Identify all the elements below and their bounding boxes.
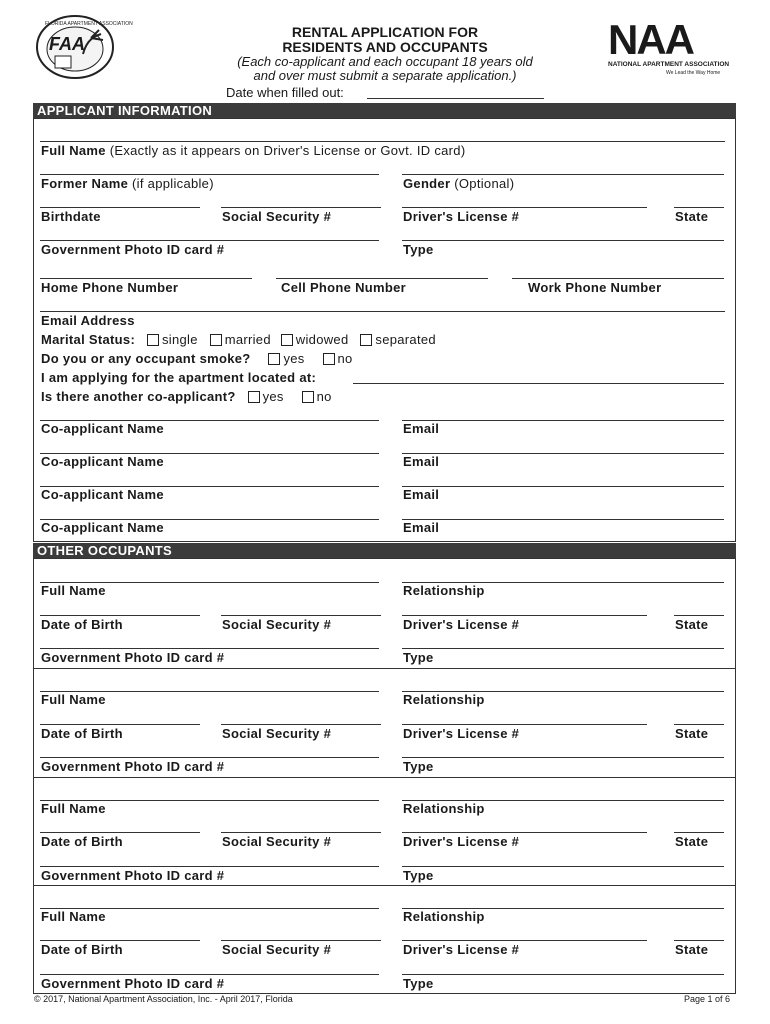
widowed-option: widowed (295, 332, 349, 347)
occ3-dob-label: Date of Birth (41, 834, 123, 849)
ssn-line[interactable] (221, 207, 381, 208)
married-option: married (224, 332, 271, 347)
gov-id-label: Government Photo ID card # (41, 242, 225, 257)
smoke-question: Do you or any occupant smoke? (41, 351, 251, 366)
occ3-state-line[interactable] (674, 832, 724, 833)
occ4-ssn-label: Social Security # (222, 942, 332, 957)
title-line-1: RENTAL APPLICATION FOR (291, 24, 479, 40)
coapp-no-checkbox[interactable] (302, 391, 314, 403)
separated-checkbox[interactable] (360, 334, 372, 346)
occ2-ssn-line[interactable] (221, 724, 381, 725)
smoke-no-label: no (337, 351, 353, 366)
type-line[interactable] (402, 240, 724, 241)
occ3-dob-line[interactable] (40, 832, 200, 833)
occ1-relationship-label: Relationship (403, 583, 485, 598)
occ1-gov-id-label: Government Photo ID card # (41, 650, 225, 665)
coapp-yes-label: yes (262, 389, 284, 404)
birthdate-label: Birthdate (41, 209, 101, 224)
occ3-full-name-label: Full Name (41, 801, 106, 816)
marital-status-row (41, 332, 436, 347)
home-phone-label: Home Phone Number (41, 280, 179, 295)
occ1-full-name-label: Full Name (41, 583, 106, 598)
applicant-section-header: APPLICANT INFORMATION (33, 103, 736, 118)
page-number: Page 1 of 6 (684, 994, 731, 1004)
coapp-question-row (41, 389, 332, 404)
cell-phone-line[interactable] (276, 278, 488, 279)
title-line-2: RESIDENTS AND OCCUPANTS (282, 39, 488, 55)
single-option: single (162, 332, 198, 347)
coapp-name-label-2: Co-applicant Name (41, 454, 164, 469)
occ3-gov-id-line[interactable] (40, 866, 379, 867)
occ3-ssn-line[interactable] (221, 832, 381, 833)
occ4-type-line[interactable] (402, 974, 724, 975)
widowed-checkbox[interactable] (281, 334, 293, 346)
occ1-ssn-label: Social Security # (222, 617, 332, 632)
naa-logo (606, 16, 731, 78)
occ2-state-label: State (675, 726, 709, 741)
coapp-name-label-1: Co-applicant Name (41, 421, 164, 436)
marital-status-label: Marital Status: (41, 332, 136, 347)
occ2-dob-line[interactable] (40, 724, 200, 725)
occ3-gov-id-label: Government Photo ID card # (41, 868, 225, 883)
occupant-separator-3 (33, 885, 736, 886)
occ2-dob-label: Date of Birth (41, 726, 123, 741)
coapp-email-line-3[interactable] (402, 486, 724, 487)
occ4-dl-line[interactable] (402, 940, 647, 941)
occ1-dob-label: Date of Birth (41, 617, 123, 632)
occ2-dl-label: Driver's License # (403, 726, 520, 741)
coapp-name-label-3: Co-applicant Name (41, 487, 164, 502)
occ3-state-label: State (675, 834, 709, 849)
occ1-ssn-line[interactable] (221, 615, 381, 616)
faa-logo (35, 14, 133, 80)
single-checkbox[interactable] (147, 334, 159, 346)
occ2-gov-id-label: Government Photo ID card # (41, 759, 225, 774)
occ2-dl-line[interactable] (402, 724, 647, 725)
occ3-dl-label: Driver's License # (403, 834, 520, 849)
occ2-gov-id-line[interactable] (40, 757, 379, 758)
smoke-no-checkbox[interactable] (323, 353, 335, 365)
full-name-label: Full Name (Exactly as it appears on Driver's License or Govt. ID card) (41, 143, 466, 158)
married-checkbox[interactable] (210, 334, 222, 346)
occ2-type-label: Type (403, 759, 434, 774)
coapp-email-label-3: Email (403, 487, 440, 502)
drivers-license-label: Driver's License # (403, 209, 520, 224)
coapp-no-label: no (316, 389, 332, 404)
occ4-state-line[interactable] (674, 940, 724, 941)
occ1-dl-label: Driver's License # (403, 617, 520, 632)
occupants-section-header: OTHER OCCUPANTS (33, 543, 736, 558)
state-label: State (675, 209, 709, 224)
occ4-dob-label: Date of Birth (41, 942, 123, 957)
apartment-label: I am applying for the apartment located at: (41, 370, 317, 385)
occ1-state-line[interactable] (674, 615, 724, 616)
occ1-type-label: Type (403, 650, 434, 665)
coapp-email-label-4: Email (403, 520, 440, 535)
date-filled-line[interactable] (367, 98, 544, 99)
subtitle-line-1: (Each co-applicant and each occupant 18 years old (237, 54, 533, 69)
occ4-state-label: State (675, 942, 709, 957)
smoke-row (41, 351, 353, 366)
coapp-email-line-4[interactable] (402, 519, 724, 520)
occ4-gov-id-label: Government Photo ID card # (41, 976, 225, 991)
occ4-dl-label: Driver's License # (403, 942, 520, 957)
apartment-address-line[interactable] (353, 383, 724, 384)
coapp-email-line-2[interactable] (402, 453, 724, 454)
separated-option: separated (375, 332, 436, 347)
naa-slogan: We Lead the Way Home (666, 70, 721, 76)
occ3-type-label: Type (403, 868, 434, 883)
naa-logo-text: NAA (608, 16, 693, 63)
faa-ring-text: FLORIDA APARTMENT ASSOCIATION (45, 21, 133, 27)
cell-phone-label: Cell Phone Number (281, 280, 407, 295)
occ4-ssn-line[interactable] (221, 940, 381, 941)
work-phone-line[interactable] (512, 278, 724, 279)
coapp-email-line-1[interactable] (402, 420, 724, 421)
copyright-footer: © 2017, National Apartment Association, Inc. - April 2017, Florida (34, 994, 293, 1004)
occ2-full-name-label: Full Name (41, 692, 106, 707)
occ1-dob-line[interactable] (40, 615, 200, 616)
coapp-email-label-1: Email (403, 421, 440, 436)
gender-line[interactable] (402, 174, 724, 175)
occ4-type-label: Type (403, 976, 434, 991)
gender-label: Gender (Optional) (403, 176, 515, 191)
occ1-state-label: State (675, 617, 709, 632)
occ4-relationship-label: Relationship (403, 909, 485, 924)
gov-id-line[interactable] (40, 240, 379, 241)
birthdate-line[interactable] (40, 207, 200, 208)
date-filled-label: Date when filled out: (226, 85, 344, 100)
type-label: Type (403, 242, 434, 257)
occupant-separator-2 (33, 777, 736, 778)
subtitle-line-2: and over must submit a separate application.) (253, 68, 517, 83)
state-line[interactable] (674, 207, 724, 208)
occ1-gov-id-line[interactable] (40, 648, 379, 649)
naa-tagline: NATIONAL APARTMENT ASSOCIATION (608, 61, 730, 68)
former-name-label: Former Name (if applicable) (41, 176, 214, 191)
work-phone-label: Work Phone Number (528, 280, 662, 295)
home-phone-line[interactable] (40, 278, 252, 279)
occ4-dob-line[interactable] (40, 940, 200, 941)
coapp-email-label-2: Email (403, 454, 440, 469)
occ3-type-line[interactable] (402, 866, 724, 867)
occ3-relationship-label: Relationship (403, 801, 485, 816)
coapp-name-label-4: Co-applicant Name (41, 520, 164, 535)
full-name-line[interactable] (40, 141, 725, 142)
faa-logo-text: FAA (49, 34, 85, 54)
coapp-yes-checkbox[interactable] (248, 391, 260, 403)
occ3-ssn-label: Social Security # (222, 834, 332, 849)
email-address-label: Email Address (41, 313, 135, 328)
occ1-dl-line[interactable] (402, 615, 647, 616)
occupant-separator-1 (33, 668, 736, 669)
occ3-dl-line[interactable] (402, 832, 647, 833)
coapp-question: Is there another co-applicant? (41, 389, 236, 404)
smoke-yes-label: yes (283, 351, 305, 366)
smoke-yes-checkbox[interactable] (268, 353, 280, 365)
occ4-gov-id-line[interactable] (40, 974, 379, 975)
former-name-line[interactable] (40, 174, 379, 175)
occ4-full-name-label: Full Name (41, 909, 106, 924)
dl-line[interactable] (402, 207, 647, 208)
ssn-label: Social Security # (222, 209, 332, 224)
occ2-relationship-label: Relationship (403, 692, 485, 707)
occ2-state-line[interactable] (674, 724, 724, 725)
email-line[interactable] (40, 311, 725, 312)
occ2-ssn-label: Social Security # (222, 726, 332, 741)
occ1-type-line[interactable] (402, 648, 724, 649)
occ2-type-line[interactable] (402, 757, 724, 758)
occupants-section-frame (33, 558, 736, 994)
